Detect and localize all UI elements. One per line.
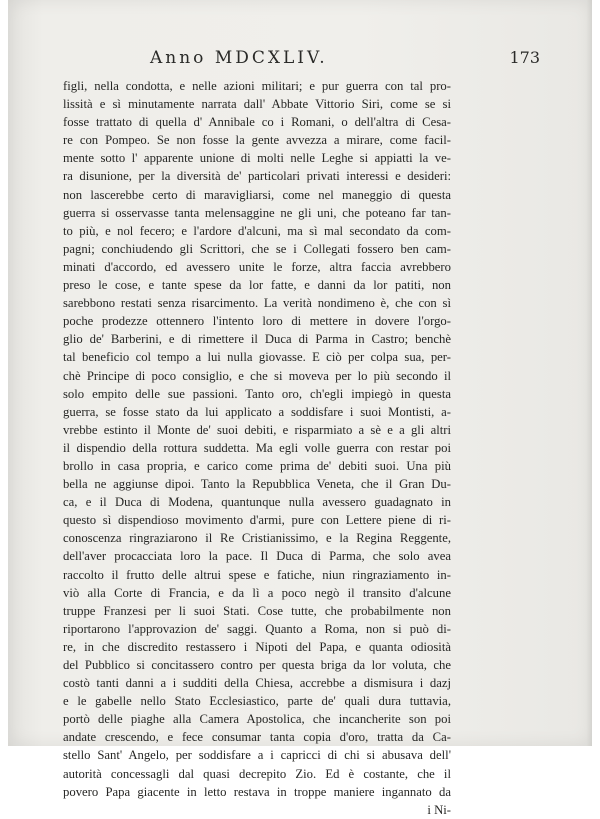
text-line: re con Pompeo. Se non fosse la gente avvezza a mirare, come facil- [63, 133, 451, 148]
text-line: brollo in casa propria, e carico come prima de' debiti suoi. Una più [63, 458, 451, 473]
text-line: il dispendio della rottura suddetta. Ma egli volle guerra con restar poi [63, 440, 451, 455]
text-line: to più, e nol fecero; e l'ardore d'alcuni, ma sì mal secondato da com- [63, 223, 451, 238]
text-line: viò alla Corte di Francia, e da lì a poco negò il transito d'alcune [63, 585, 451, 600]
text-line: lissità e sì minutamente narrata dall' Abbate Vittorio Siri, come se si [63, 97, 451, 112]
text-line: non lascerebbe certo di maravigliarsi, come nel maneggio di questa [63, 187, 451, 202]
text-line: portò delle piaghe alla Camera Apostolica, che incancherite son poi [63, 712, 451, 727]
text-line: autorità concessagli dal quasi decrepito Zio. Ed è costante, che il [63, 766, 451, 781]
text-line: pagni; conchiudendo gli Scrittori, che se i Collegati fossero ben cam- [63, 241, 451, 256]
text-line: guerra si osservasse tanta melensaggine ne gli uni, che poteano far tan- [63, 205, 451, 220]
text-line: vrebbe estinto il Monte de' suoi debiti, e risparmiato a sè e a gli altri [63, 422, 451, 437]
catchword: i Ni- [427, 802, 451, 817]
text-line: costò tanti danni a i sudditi della Chiesa, accrebbe a dismisura i dazj [63, 676, 451, 691]
text-line: chè Principe di poco consiglio, e che si moveva per lo più secondo il [63, 368, 451, 383]
text-line: ra disunione, per la diversità de' particolari privati interessi e desideri: [63, 169, 451, 184]
text-line: dell'aver procacciata loro la pace. Il Duca di Parma, che solo avea [63, 549, 451, 564]
text-line: questo sì dispendioso movimento d'armi, pure con Lettere piene di ri- [63, 513, 451, 528]
text-line: minati d'accordo, ed avessero unite le forze, altra faccia avrebbero [63, 259, 451, 274]
page-header [58, 48, 552, 72]
text-line: solo empito delle sue passioni. Tanto oro, ch'egli impiegò in questa [63, 386, 451, 401]
text-line: conoscenza ringraziarono il Re Cristianissimo, e la Regina Reggente, [63, 531, 451, 546]
text-line: preso le cose, e tante spese da lor fatte, e danni da lor patiti, non [63, 278, 451, 293]
text-line: glio de' Barberini, e di rimettere il Duca di Parma in Castro; benchè [63, 332, 451, 347]
text-line: sarebbono restati senza risarcimento. La verità nondimeno è, che con sì [63, 296, 451, 311]
running-title: Anno MDCXLIV. [150, 48, 328, 68]
page-number: 173 [509, 48, 540, 67]
text-line: poche prodezze ottennero l'intento loro di mettere in dovere l'orgo- [63, 314, 451, 329]
text-line: fosse trattato di quella d' Annibale co i Romani, o dell'altra di Cesa- [63, 115, 451, 130]
text-line: ca, e il Duca di Modena, quantunque nulla avessero guadagnato in [63, 495, 451, 510]
text-line: raccolto il frutto delle altrui spese e fatiche, niun ringraziamento in- [63, 567, 451, 582]
text-line: re, in che discredito restassero i Nipoti del Papa, e quanta odiosità [63, 639, 451, 654]
text-line: truppe Franzesi per li suoi Stati. Cose tutte, che probabilmente non [63, 603, 451, 618]
page-edge-shadow [586, 0, 592, 746]
text-line: del Pubblico si concitassero contro per questa briga da lor voluta, che [63, 658, 451, 672]
text-line: riportarono l'approvazion de' saggi. Quanto a Roma, non si può di- [63, 621, 451, 636]
text-line: bella ne aggiunse dipoi. Tanto la Repubblica Veneta, che il Gran Du- [63, 477, 451, 492]
text-line: e le gabelle nello Stato Ecclesiastico, parte de' quali dura tuttavia, [63, 694, 451, 709]
book-page [8, 0, 592, 817]
text-line: povero Papa giacente in letto restava in troppe maniere ingannato da [63, 784, 451, 799]
text-line: figli, nella condotta, e nelle azioni militari; e pur guerra con tal pro- [63, 79, 451, 93]
text-line: mente sotto l' apparente unione di molti nelle Leghe si appiatti la ve- [63, 151, 451, 166]
text-line: guerra, se fosse stato da lui applicato a soddisfare i suoi Montisti, a- [63, 404, 451, 419]
text-line: tal beneficio col tempo a lui nulla giovasse. E ciò per colpa sua, per- [63, 350, 451, 365]
body-text [63, 77, 451, 819]
text-line: andate crescendo, e fece consumar tanta copia d'oro, tratta da Ca- [63, 730, 451, 745]
text-line: stello Sant' Angelo, per soddisfare a i capricci di chi si abusava dell' [63, 748, 451, 763]
